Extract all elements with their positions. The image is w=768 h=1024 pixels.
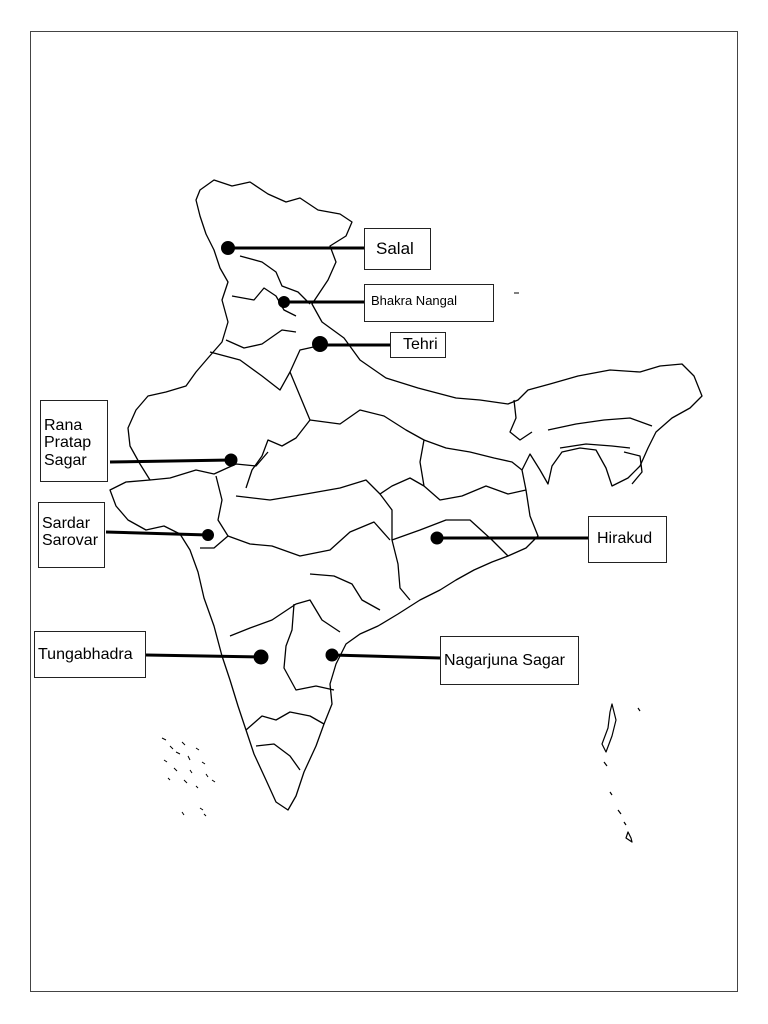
label-tungabhadra-text: Tungabhadra xyxy=(38,646,133,663)
label-salal xyxy=(364,228,431,270)
label-sardar-sarovar xyxy=(38,502,105,568)
salal-marker xyxy=(223,243,365,254)
state-boundary xyxy=(228,522,390,556)
state-boundary xyxy=(510,400,532,440)
andaman-nicobar-islands xyxy=(602,704,640,842)
label-sardar-line-1: Sardar xyxy=(42,515,91,532)
label-sardar-line-2: Sarovar xyxy=(42,532,99,550)
state-boundary xyxy=(310,410,424,486)
label-bhakra-nangal-text: Bhakra Nangal xyxy=(371,293,457,308)
state-boundary xyxy=(424,486,526,500)
state-boundary xyxy=(246,372,310,488)
state-boundary xyxy=(210,346,318,390)
nagarjuna-marker xyxy=(327,650,440,660)
state-boundary xyxy=(560,444,630,448)
label-hirakud-text: Hirakud xyxy=(597,530,653,547)
label-salal-text: Salal xyxy=(376,239,414,258)
label-rana-pratap-sagar xyxy=(40,400,108,482)
label-tungabhadra xyxy=(34,631,146,678)
label-rana-line-2: Pratap xyxy=(44,434,92,452)
bhakra-marker xyxy=(280,298,365,307)
state-boundary xyxy=(240,256,310,304)
label-rana-line-3: Sagar xyxy=(44,451,87,469)
tunga-marker xyxy=(146,651,267,663)
label-nagarjuna-sagar xyxy=(440,636,579,685)
label-bhakra-nangal xyxy=(364,284,494,322)
sardar-marker xyxy=(106,531,213,540)
label-tehri xyxy=(390,332,446,358)
state-boundary xyxy=(284,604,334,690)
state-boundary xyxy=(230,600,340,636)
label-tehri-text: Tehri xyxy=(403,336,438,353)
state-boundary xyxy=(226,330,296,348)
rana-marker xyxy=(110,455,236,465)
dam-markers xyxy=(106,243,588,664)
state-boundary xyxy=(380,494,410,600)
state-boundary xyxy=(256,744,300,770)
state-boundary xyxy=(548,418,652,430)
state-boundary xyxy=(236,478,424,500)
india-boundary xyxy=(110,180,702,810)
state-boundary xyxy=(246,712,324,730)
label-rana-line-1: Rana xyxy=(44,417,83,434)
lakshadweep-islands xyxy=(162,738,215,816)
state-boundary xyxy=(424,440,522,470)
state-boundary xyxy=(310,574,380,610)
label-nagarjuna-sagar-text: Nagarjuna Sagar xyxy=(444,652,565,669)
label-hirakud xyxy=(588,516,667,563)
hirakud-marker xyxy=(432,533,588,543)
